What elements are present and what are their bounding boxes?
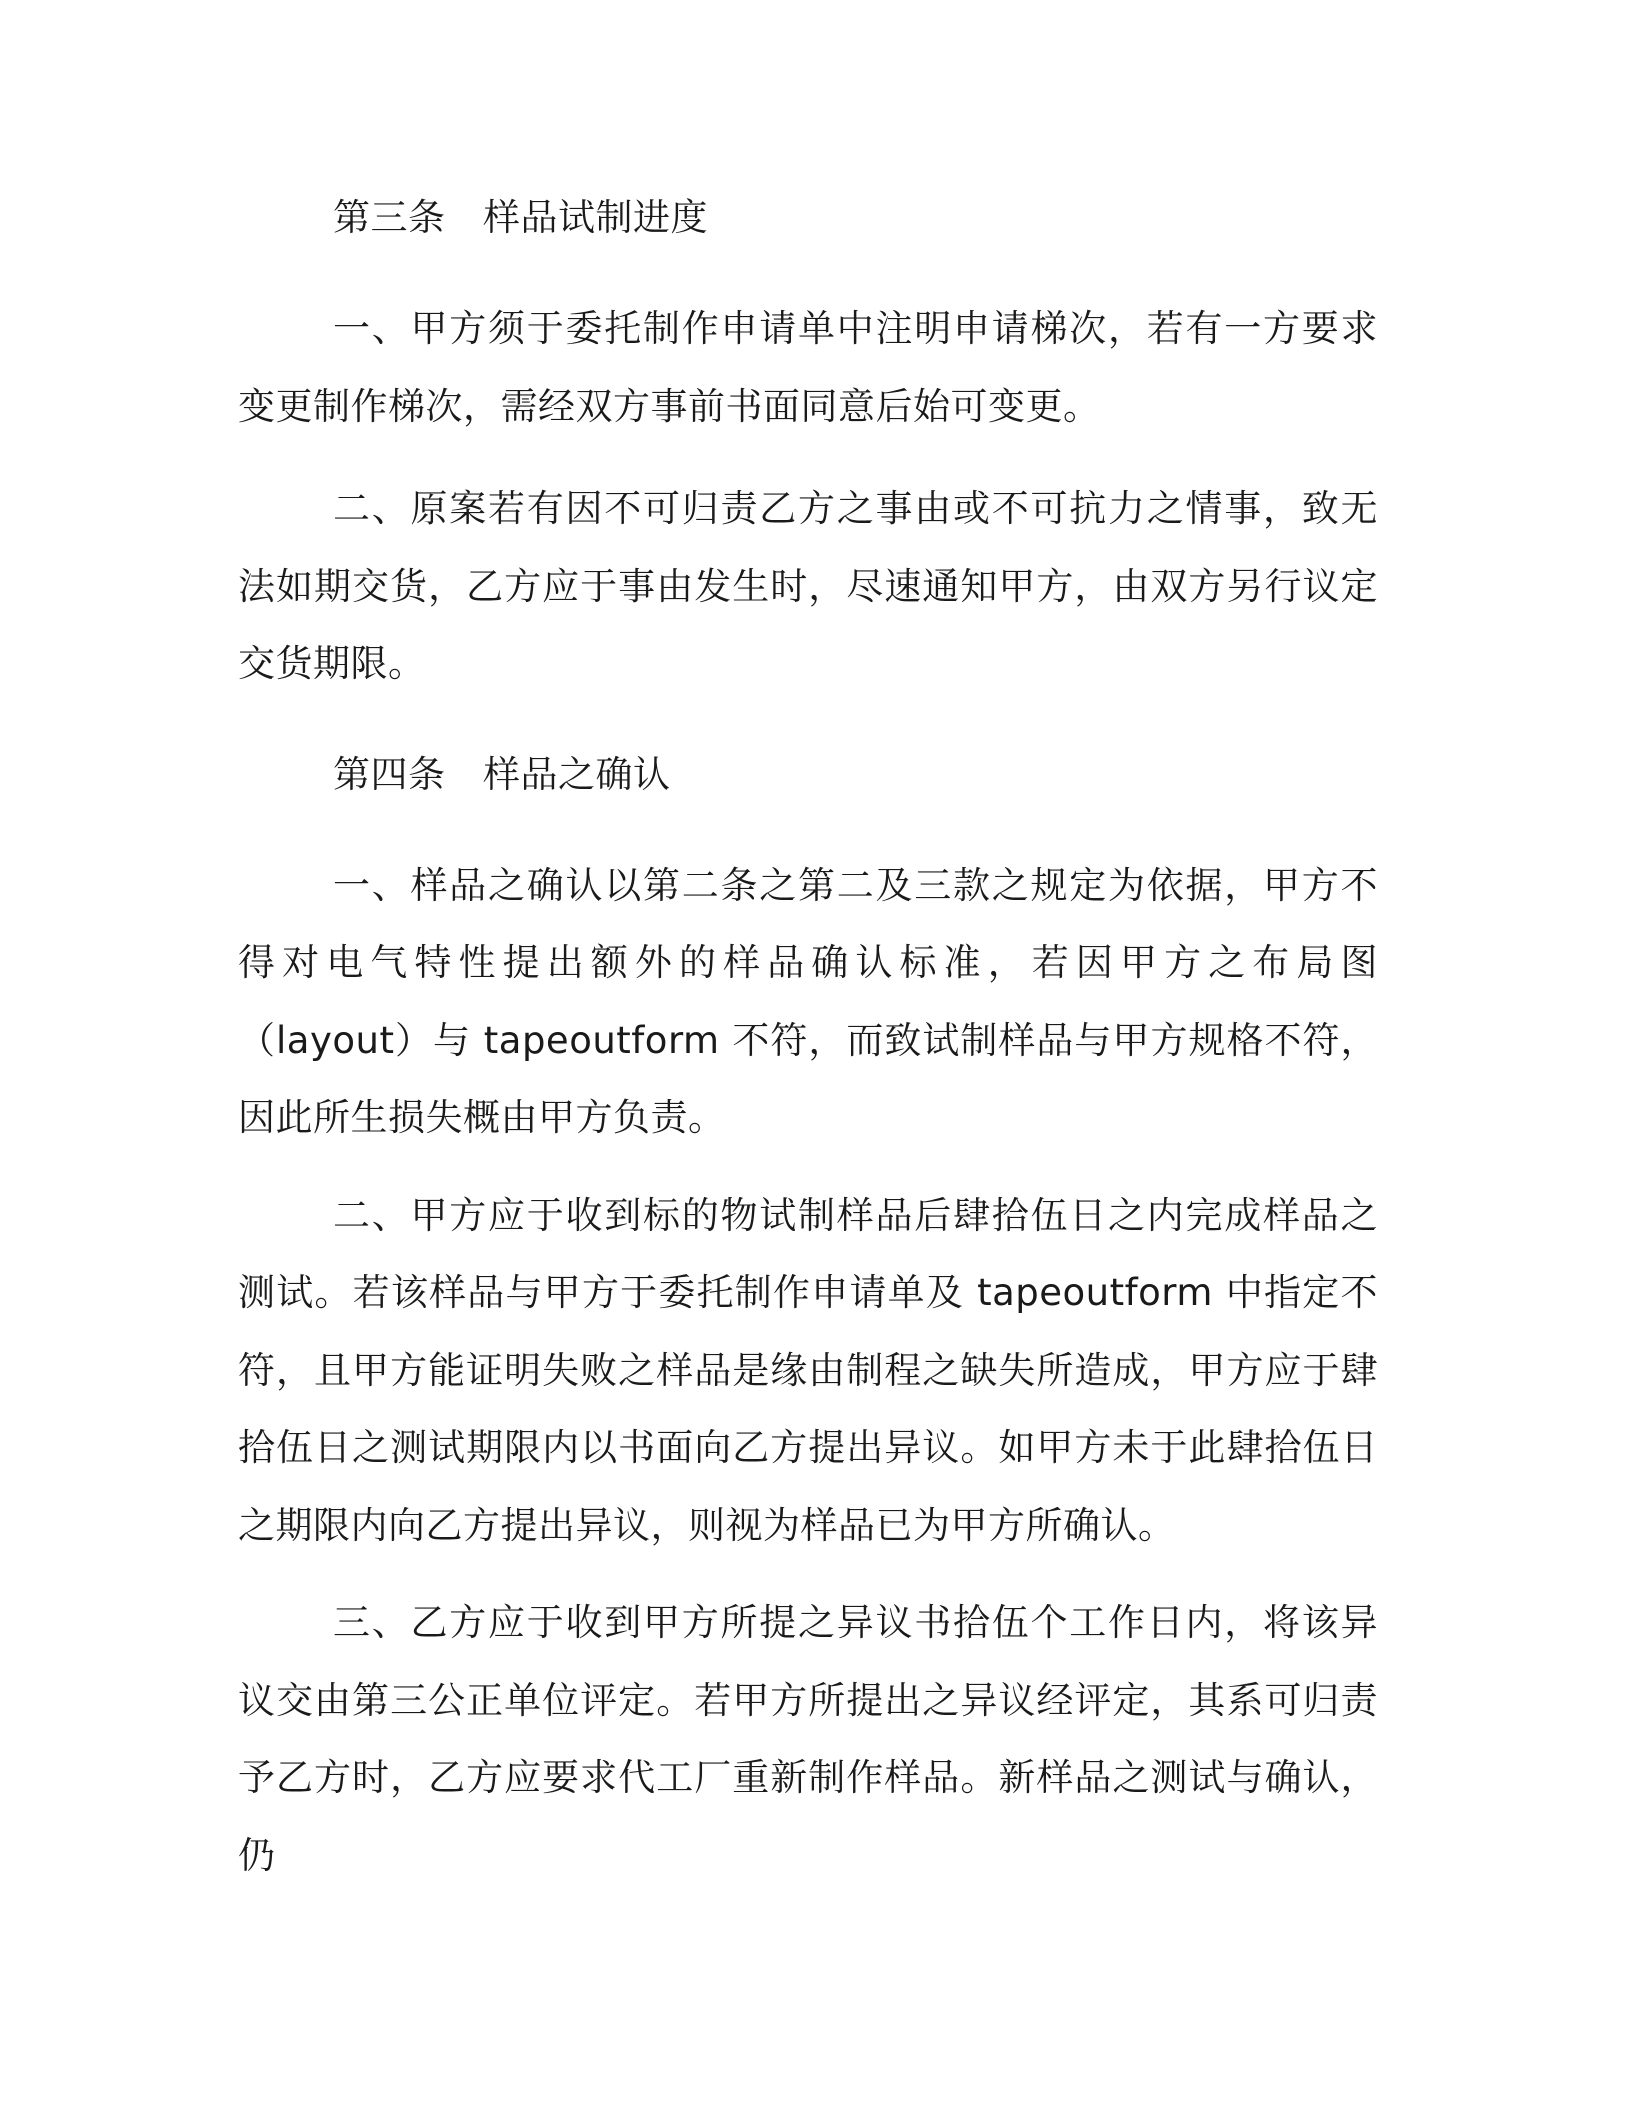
paragraph: 二、甲方应于收到标的物试制样品后肆拾伍日之内完成样品之测试。若该样品与甲方于委托制作申请单及 tapeoutform 中指定不符，且甲方能证明失败之样品是缘由制程之缺失所造成，甲方应于肆拾伍日之测试期限内以书面向乙方提出异议。如甲方未于此肆拾伍日之期限内向乙方提出异议，则视为样品已为甲方所确认。 <box>238 1193 1378 1547</box>
paragraph: 一、甲方须于委托制作申请单中注明申请梯次，若有一方要求变更制作梯次，需经双方事前书面同意后始可变更。 <box>238 307 1378 428</box>
document-body <box>238 188 1378 1919</box>
section-heading-article-4: 第四条 样品之确认 <box>333 752 671 796</box>
section-heading-article-3: 第三条 样品试制进度 <box>333 196 708 239</box>
paragraph: 三、乙方应于收到甲方所提之异议书拾伍个工作日内，将该异议交由第三公正单位评定。若甲方所提出之异议经评定，其系可归责予乙方时，乙方应要求代工厂重新制作样品。新样品之测试与确认，仍 <box>238 1601 1378 1877</box>
paragraph: 二、原案若有因不可归责乙方之事由或不可抗力之情事，致无法如期交货，乙方应于事由发生时，尽速通知甲方，由双方另行议定交货期限。 <box>238 487 1378 685</box>
paragraph: 一、样品之确认以第二条之第二及三款之规定为依据，甲方不得对电气特性提出额外的样品确认标准，若因甲方之布局图（layout）与 tapeoutform 不符，而致试制样品与甲方规格不符，因此所生损失概由甲方负责。 <box>238 863 1378 1139</box>
